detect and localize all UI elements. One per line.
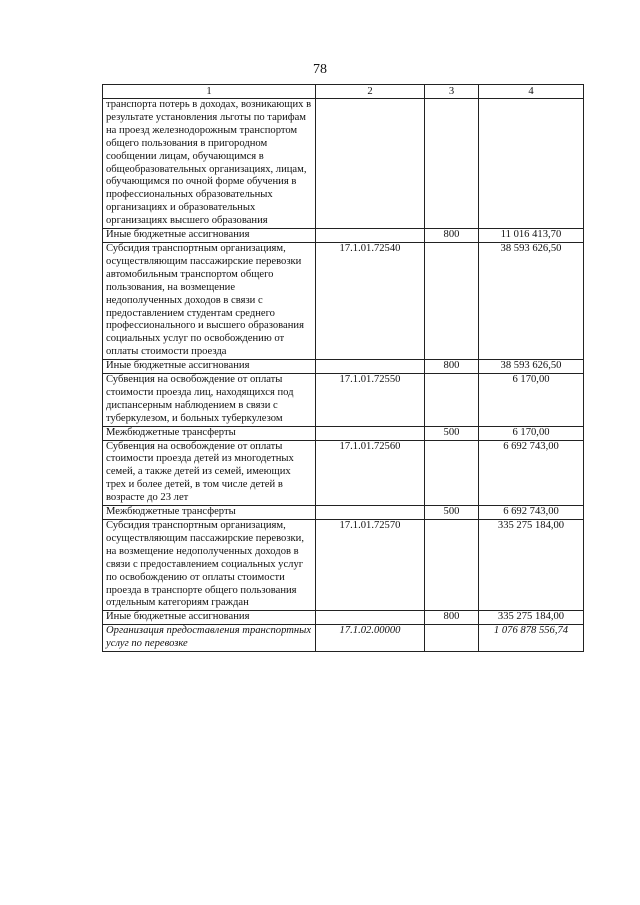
row-type-cell (425, 625, 479, 652)
row-amount-cell: 6 692 743,00 (479, 506, 584, 520)
row-code-cell: 17.1.01.72540 (316, 242, 425, 359)
row-type-cell: 800 (425, 611, 479, 625)
row-code-cell: 17.1.01.72570 (316, 520, 425, 611)
row-amount-cell: 335 275 184,00 (479, 611, 584, 625)
row-type-cell: 800 (425, 229, 479, 243)
row-code-cell (316, 426, 425, 440)
row-amount-cell: 11 016 413,70 (479, 229, 584, 243)
row-code-cell (316, 99, 425, 229)
row-code-cell: 17.1.01.72560 (316, 440, 425, 506)
header-col-2: 2 (316, 85, 425, 99)
table-row (103, 242, 584, 359)
row-type-cell: 500 (425, 426, 479, 440)
row-name-cell: Субвенция на освобождение от оплаты стоимости проезда лиц, находящихся под диспансерным наблюдением в связи с туберкулезом, и больных туберкулезом (103, 374, 316, 427)
row-code-cell: 17.1.02.00000 (316, 625, 425, 652)
row-code-cell (316, 506, 425, 520)
table-row (103, 229, 584, 243)
row-code-cell (316, 360, 425, 374)
row-type-cell (425, 440, 479, 506)
table-row (103, 440, 584, 506)
row-name-cell: Иные бюджетные ассигнования (103, 611, 316, 625)
row-name-cell: Организация предоставления транспортных услуг по перевозке (103, 625, 316, 652)
row-amount-cell: 6 170,00 (479, 426, 584, 440)
table-row (103, 506, 584, 520)
table-header (103, 85, 584, 99)
row-amount-cell: 1 076 878 556,74 (479, 625, 584, 652)
header-row (103, 85, 584, 99)
row-code-cell (316, 611, 425, 625)
header-col-4: 4 (479, 85, 584, 99)
row-amount-cell: 38 593 626,50 (479, 242, 584, 359)
header-col-1: 1 (103, 85, 316, 99)
row-amount-cell: 6 692 743,00 (479, 440, 584, 506)
row-type-cell (425, 520, 479, 611)
table-row (103, 99, 584, 229)
row-name-cell: Субсидия транспортным организациям, осуществляющим пассажирские перевозки, на возмещение недополученных доходов в связи с предоставлением социальных услуг по освобождению от оплаты стоимости проезда в транспорте общего пользования отдельным категориям граждан (103, 520, 316, 611)
table-row (103, 426, 584, 440)
row-name-cell: Межбюджетные трансферты (103, 426, 316, 440)
table-row (103, 625, 584, 652)
table-row (103, 611, 584, 625)
table-row (103, 360, 584, 374)
table-row (103, 374, 584, 427)
row-name-cell: Иные бюджетные ассигнования (103, 360, 316, 374)
header-col-3: 3 (425, 85, 479, 99)
table-row (103, 520, 584, 611)
row-name-cell: Субсидия транспортным организациям, осуществляющим пассажирские перевозки автомобильным транспортом общего пользования, на возмещение недополученных доходов в связи с предоставлением студентам среднего профессионального и высшего образования социальных услуг по освобождению от оплаты стоимости проезда (103, 242, 316, 359)
row-code-cell (316, 229, 425, 243)
row-code-cell: 17.1.01.72550 (316, 374, 425, 427)
row-name-cell: транспорта потерь в доходах, возникающих в результате установления льготы по тарифам на проезд железнодорожным транспортом общего пользования в пригородном сообщении лицам, обучающимся в общеобразовательных организациях, лицам, обучающимся по очной форме обучения в профессиональных образовательных организациях и образовательных организациях высшего образования (103, 99, 316, 229)
row-type-cell (425, 99, 479, 229)
row-type-cell: 800 (425, 360, 479, 374)
row-amount-cell: 335 275 184,00 (479, 520, 584, 611)
row-amount-cell (479, 99, 584, 229)
row-name-cell: Межбюджетные трансферты (103, 506, 316, 520)
table-body (103, 99, 584, 652)
row-name-cell: Субвенция на освобождение от оплаты стоимости проезда детей из многодетных семей, а также детей из семей, имеющих трех и более детей, в том числе детей в возрасте до 23 лет (103, 440, 316, 506)
row-name-cell: Иные бюджетные ассигнования (103, 229, 316, 243)
row-type-cell: 500 (425, 506, 479, 520)
budget-table (102, 84, 584, 652)
row-amount-cell: 38 593 626,50 (479, 360, 584, 374)
row-type-cell (425, 242, 479, 359)
page-number: 78 (313, 62, 327, 77)
row-type-cell (425, 374, 479, 427)
row-amount-cell: 6 170,00 (479, 374, 584, 427)
